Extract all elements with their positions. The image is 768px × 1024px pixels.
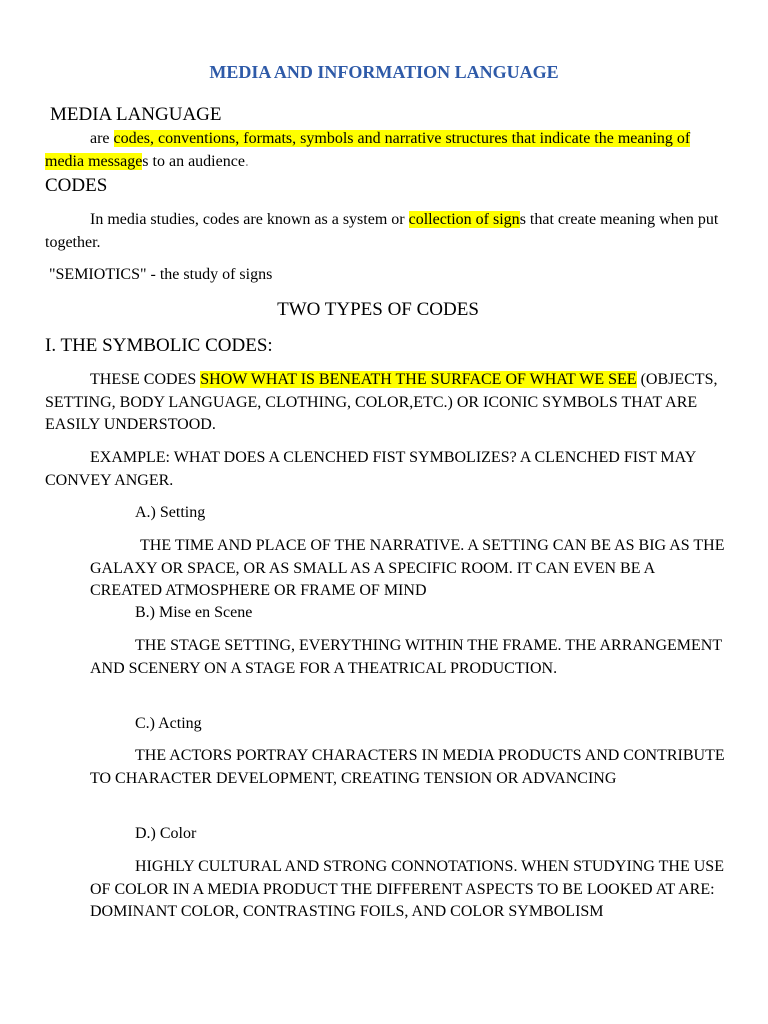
symbolic-highlight: SHOW WHAT IS BENEATH THE SURFACE OF WHAT WE SEE xyxy=(200,371,637,388)
item-acting-label: C.) Acting xyxy=(135,715,202,732)
document-title: MEDIA AND INFORMATION LANGUAGE xyxy=(209,62,559,82)
symbolic-codes-paragraph xyxy=(45,369,725,437)
codes-lead: In media studies, codes are known as a system or xyxy=(90,211,409,228)
two-types-heading: TWO TYPES OF CODES xyxy=(277,299,479,320)
media-language-definition xyxy=(45,128,725,173)
item-color-text: HIGHLY CULTURAL AND STRONG CONNOTATIONS. WHEN STUDYING THE USE OF COLOR IN A MEDIA PRODUCT THE DIFFERENT ASPECTS TO BE LOOKED AT ARE: DOMINANT COLOR, CONTRASTING FOILS, AND COLOR SYMBOLISM xyxy=(90,858,724,920)
definition-lead: are xyxy=(90,130,114,147)
codes-definition xyxy=(45,209,725,254)
item-mise-en-scene-text: THE STAGE SETTING, EVERYTHING WITHIN THE FRAME. THE ARRANGEMENT AND SCENERY ON A STAGE FOR A THEATRICAL PRODUCTION. xyxy=(90,637,722,677)
example-paragraph: EXAMPLE: WHAT DOES A CLENCHED FIST SYMBOLIZES? A CLENCHED FIST MAY CONVEY ANGER. xyxy=(45,449,696,489)
item-setting-label: A.) Setting xyxy=(135,504,206,521)
symbolic-codes-heading: I. THE SYMBOLIC CODES: xyxy=(45,335,273,356)
definition-highlight: codes, conventions, formats, symbols and narrative structures that indicate the meaning of media message xyxy=(45,130,691,170)
codes-tail: s that create meaning when put together. xyxy=(45,211,719,251)
definition-period: . xyxy=(244,152,249,170)
symbolic-tail: (OBJECTS, SETTING, BODY LANGUAGE, CLOTHING, COLOR,ETC.) OR ICONIC SYMBOLS THAT ARE EASILY UNDERSTOOD. xyxy=(45,371,718,433)
item-setting-text: THE TIME AND PLACE OF THE NARRATIVE. A SETTING CAN BE AS BIG AS THE GALAXY OR SPACE, OR AS SMALL AS A SPECIFIC ROOM. IT CAN EVEN BE A CREATED ATMOSPHERE OR FRAME OF MIND xyxy=(90,537,725,599)
symbolic-lead: THESE CODES xyxy=(90,371,201,388)
item-mise-en-scene-label: B.) Mise en Scene xyxy=(135,604,253,621)
item-acting-text: THE ACTORS PORTRAY CHARACTERS IN MEDIA PRODUCTS AND CONTRIBUTE TO CHARACTER DEVELOPMENT, CREATING TENSION OR ADVANCING xyxy=(90,747,725,787)
definition-tail: s to an audience xyxy=(142,152,245,170)
semiotics-line: "SEMIOTICS" - the study of signs xyxy=(49,266,273,283)
codes-heading: CODES xyxy=(45,175,108,196)
media-language-heading: MEDIA LANGUAGE xyxy=(50,104,222,125)
item-color-label: D.) Color xyxy=(135,825,197,842)
codes-highlight: collection of sign xyxy=(408,211,520,228)
